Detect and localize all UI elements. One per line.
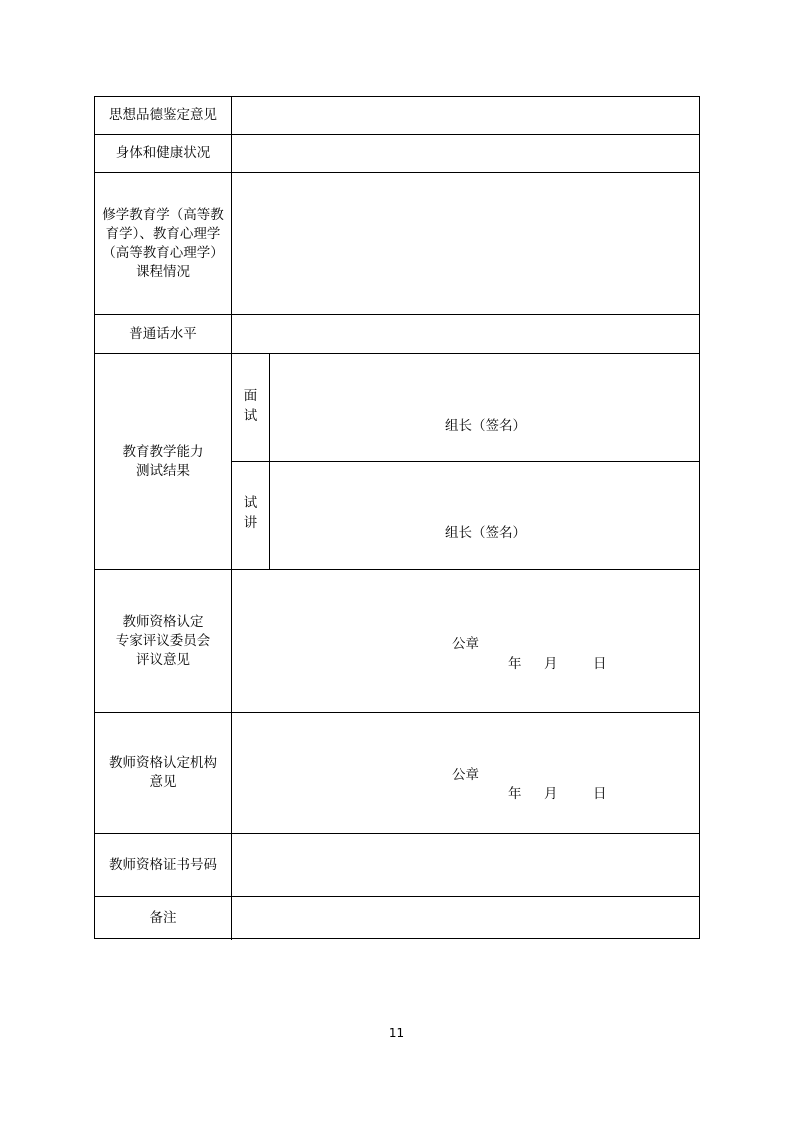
- label-committee-opinion: 教师资格认定 专家评议委员会 评议意见: [95, 570, 232, 712]
- field-committee-opinion[interactable]: 公章 年 月 日: [232, 570, 699, 712]
- agency-seal: 公章: [452, 767, 479, 783]
- row-agency: [95, 713, 699, 834]
- row-notes: [95, 897, 699, 940]
- committee-seal: 公章: [452, 636, 479, 652]
- row-health: [95, 135, 699, 173]
- interview-section: [232, 354, 699, 462]
- row-mandarin: [95, 315, 699, 354]
- label-agency-opinion: 教师资格认定机构 意见: [95, 713, 232, 833]
- lecture-leader-signature: 组长（签名）: [445, 525, 526, 541]
- row-ability-test: [95, 354, 699, 570]
- field-course-status[interactable]: [232, 173, 699, 314]
- teacher-qualification-form: [94, 96, 700, 939]
- label-mandarin-level: 普通话水平: [95, 315, 232, 353]
- ability-test-results: [232, 354, 699, 569]
- row-cert-number: [95, 834, 699, 897]
- label-moral-appraisal: 思想品德鉴定意见: [95, 97, 232, 134]
- label-lecture: 试 讲: [232, 461, 270, 569]
- lecture-section: [232, 461, 699, 569]
- page-number: 11: [388, 1026, 405, 1040]
- field-health-status[interactable]: [232, 135, 699, 172]
- row-courses: [95, 173, 699, 315]
- label-health-status: 身体和健康状况: [95, 135, 232, 172]
- label-interview: 面 试: [232, 354, 270, 461]
- field-mandarin-level[interactable]: [232, 315, 699, 353]
- row-committee: [95, 570, 699, 713]
- row-moral: [95, 97, 699, 135]
- interview-leader-signature: 组长（签名）: [445, 418, 526, 434]
- field-notes[interactable]: [232, 897, 699, 940]
- label-cert-number: 教师资格证书号码: [95, 834, 232, 896]
- label-notes: 备注: [95, 897, 232, 940]
- field-cert-number[interactable]: [232, 834, 699, 896]
- field-agency-opinion[interactable]: 公章 年 月 日: [232, 713, 699, 833]
- field-moral-appraisal[interactable]: [232, 97, 699, 134]
- label-course-status: 修学教育学（高等教 育学）、教育心理学 （高等教育心理学） 课程情况: [95, 173, 232, 314]
- label-ability-test: 教育教学能力 测试结果: [95, 354, 232, 569]
